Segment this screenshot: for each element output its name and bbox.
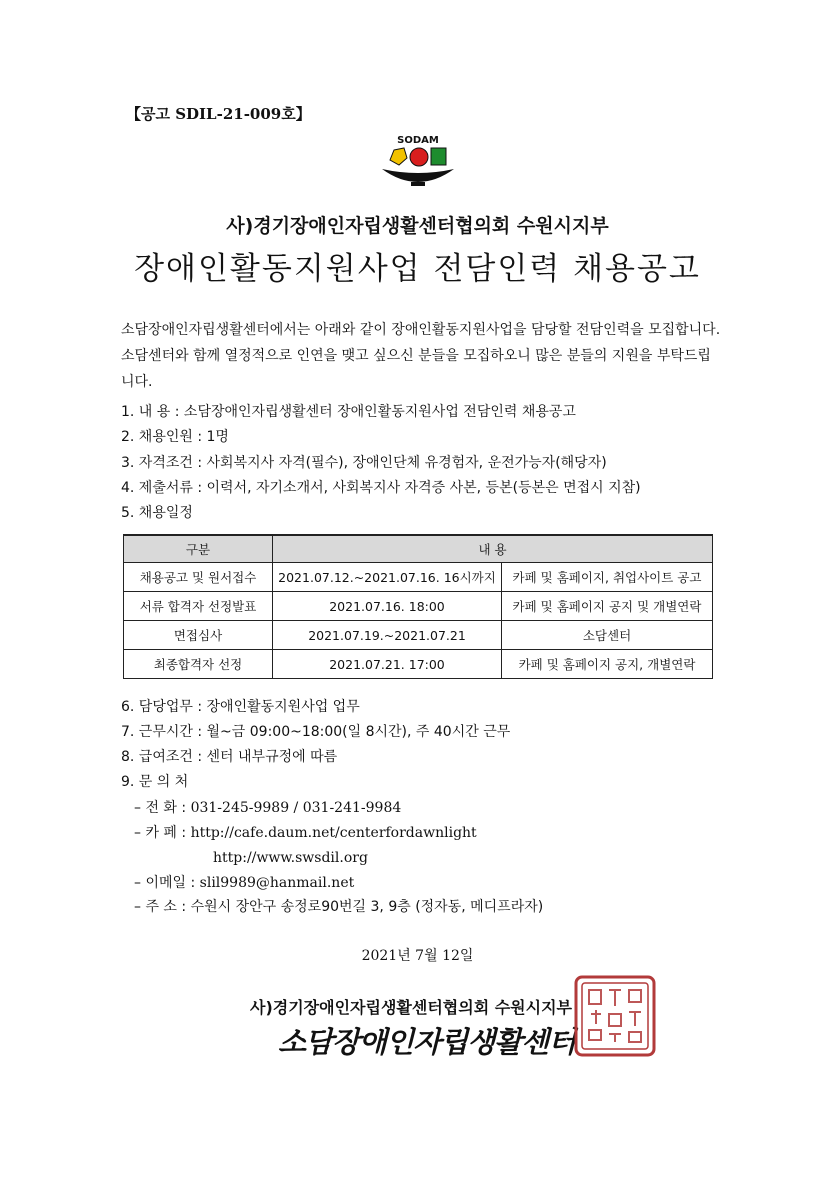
table-row [124,592,713,621]
contact-cafe [134,823,477,843]
contact-cafe-label: – 카 페 : [134,825,187,841]
contact-phone-value: 031-245-9989 / 031-241-9984 [190,800,402,816]
logo-yellow-shape [390,148,407,165]
item-hours: 7. 근무시간 : 월~금 09:00~18:00(일 8시간), 주 40시간 근무 [121,724,511,740]
contact-email [134,873,354,893]
sodam-logo [378,133,458,191]
item-content: 1. 내 용 : 소담장애인자립생활센터 장애인활동지원사업 전담인력 채용공고 [121,404,576,420]
row-category: 채용공고 및 원서접수 [124,563,273,592]
notice-number: 【공고 SDIL-21-009호】 [126,105,311,123]
item-documents: 4. 제출서류 : 이력서, 자기소개서, 사회복지사 자격증 사본, 등본(등본은 면접시 지참) [121,480,641,496]
contact-address [134,897,543,917]
table-row [124,621,713,650]
notice-date: 2021년 7월 12일 [361,948,474,964]
row-period: 2021.07.16. 18:00 [273,592,502,621]
logo-green-shape [431,148,446,165]
item-salary: 8. 급여조건 : 센터 내부규정에 따름 [121,749,338,765]
row-category: 면접심사 [124,621,273,650]
row-method: 카페 및 홈페이지 공지, 개별연락 [502,650,713,679]
row-period: 2021.07.19.~2021.07.21 [273,621,502,650]
signature-org: 사)경기장애인자립생활센터협의회 수원시지부 [250,998,573,1017]
org-title: 사)경기장애인자립생활센터협의회 수원시지부 [226,215,609,237]
contact-cafe-link[interactable]: http://cafe.daum.net/centerfordawnlight [190,825,477,841]
logo-bowl-base [411,182,425,186]
header-category: 구분 [124,535,273,563]
contact-address-value: 수원시 장안구 송정로90번길 3, 9층 (정자동, 메디프라자) [190,899,544,915]
contact-email-value[interactable]: slil9989@hanmail.net [199,875,355,891]
signature-name: 소담장애인자립생활센터 [278,1025,576,1059]
row-period: 2021.07.21. 17:00 [273,650,502,679]
row-category: 최종합격자 선정 [124,650,273,679]
item-inquiry: 9. 문 의 처 [121,774,189,790]
logo-red-shape [410,148,428,166]
official-seal-icon [573,974,657,1058]
contact-address-label: – 주 소 : [134,899,187,915]
logo-bowl-shape [382,169,454,182]
contact-email-label: – 이메일 : [134,875,196,891]
table-row [124,650,713,679]
contact-homepage-link[interactable]: http://www.swsdil.org [213,850,368,866]
item-headcount: 2. 채용인원 : 1명 [121,429,229,445]
intro-paragraph: 소담장애인자립생활센터에서는 아래와 같이 장애인활동지원사업을 담당할 전담인력을 모집합니다. 소담센터와 함께 열정적으로 인연을 맺고 싶으신 분들을 모집하오니 많은 분들의 지원을 부탁드립니다. [121,322,721,390]
item-qualification: 3. 자격조건 : 사회복지사 자격(필수), 장애인단체 유경험자, 운전가능자(해당자) [121,455,607,471]
row-method: 소담센터 [502,621,713,650]
row-method: 카페 및 홈페이지 공지 및 개별연락 [502,592,713,621]
row-category: 서류 합격자 선정발표 [124,592,273,621]
schedule-table [123,534,713,679]
contact-phone [134,798,401,818]
item-duties: 6. 담당업무 : 장애인활동지원사업 업무 [121,699,360,715]
table-header-row [124,535,713,563]
row-method: 카페 및 홈페이지, 취업사이트 공고 [502,563,713,592]
header-content: 내 용 [273,535,713,563]
contact-phone-label: – 전 화 : [134,800,187,816]
table-row [124,563,713,592]
item-schedule: 5. 채용일정 [121,505,193,521]
row-period: 2021.07.12.~2021.07.16. 16시까지 [273,563,502,592]
logo-text: SODAM [397,135,439,146]
main-title: 장애인활동지원사업 전담인력 채용공고 [134,251,701,287]
